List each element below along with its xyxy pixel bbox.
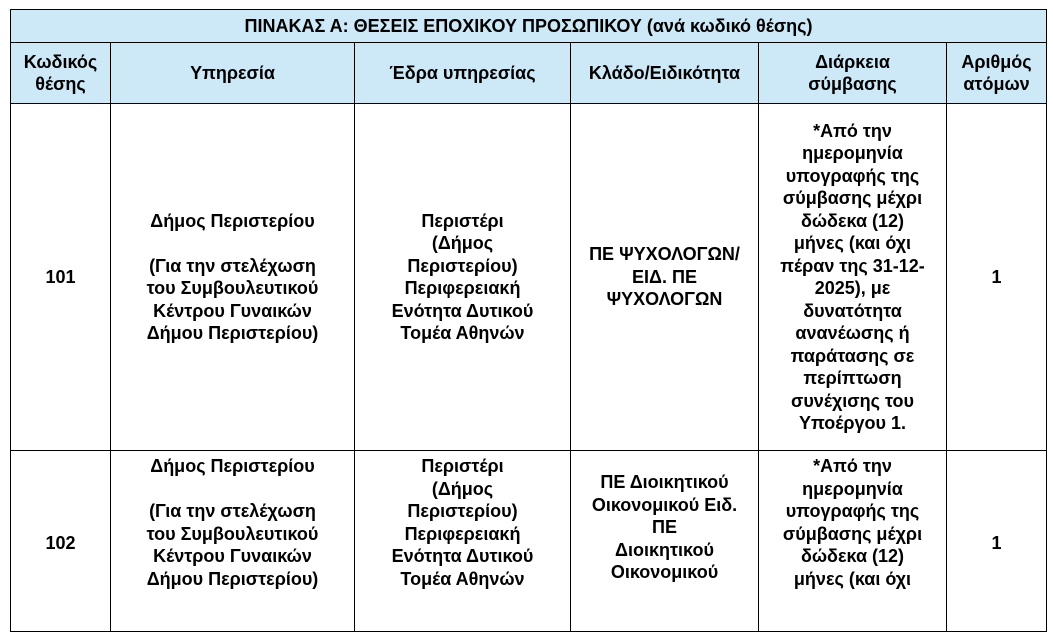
cell-line: Υποέργου 1. [798,413,907,433]
cell-service [111,451,355,632]
cell-line: Περιφερειακή [404,278,521,298]
cell-line: ΠΕ [651,517,677,537]
header-code-line: Κωδικός [23,51,98,72]
cell-line: (Για την στελέχωση [149,501,316,521]
cell-line: (Δήμος [431,233,494,253]
header-duration-line: Διάρκεια [815,51,890,72]
cell-line: Ενότητα Δυτικού [391,300,534,321]
cell-line: Οικονομικού Ειδ. [591,494,738,515]
positions-table [10,9,1047,632]
cell-code: 102 [11,451,111,632]
cell-line: (Για την στελέχωση [149,255,316,276]
cell-line: σύμβασης μέχρι [782,523,923,544]
cell-line: μήνες (και όχι [793,568,912,589]
cell-line: Περιστερίου) [407,501,518,521]
cell-line: σύμβασης μέχρι [782,188,923,208]
cell-persons: 1 [947,451,1047,632]
header-specialty-line: Κλάδο/Ειδικότητα [588,62,741,83]
cell-line: Κέντρου Γυναικών [153,300,312,321]
header-service-line: Υπηρεσία [190,62,275,83]
cell-line: Περιστέρι [421,456,504,476]
cell-line: συνέχισης του [791,390,914,411]
cell-line: υπογραφής της [785,165,920,186]
cell-location [355,451,571,632]
cell-line: περίπτωση [803,368,902,388]
header-persons [947,43,1047,104]
cell-line: ΕΙΔ. ΠΕ [632,266,697,287]
cell-line: Δήμος Περιστερίου [150,210,315,231]
cell-specialty [571,104,759,451]
cell-location [355,104,571,451]
header-row [11,43,1047,104]
cell-line: Περιστερίου) [407,255,518,276]
cell-line: 2025), με [814,278,891,298]
header-persons-line: Αριθμός [961,51,1032,72]
header-specialty [571,43,759,104]
cell-line: ημερομηνία [802,478,903,499]
cell-line: πέραν της 31-12- [780,255,925,276]
cell-line: Τομέα Αθηνών [400,323,525,343]
header-location-line: Έδρα υπηρεσίας [389,62,536,83]
cell-code: 101 [11,104,111,451]
cell-line: ΠΕ Διοικητικού [600,472,729,492]
cell-line [114,478,351,501]
cell-line: Διοικητικού [615,539,714,560]
cell-line: δώδεκα (12) [800,546,905,566]
cell-line: *Από την [813,120,892,141]
cell-service [111,104,355,451]
header-duration-line: σύμβασης [808,74,897,94]
cell-line: του Συμβουλευτικού [146,523,319,544]
cell-duration [759,451,947,632]
cell-line: του Συμβουλευτικού [146,278,319,298]
header-service [111,43,355,104]
cell-line: ΨΥΧΟΛΟΓΩΝ [606,289,723,310]
header-duration [759,43,947,104]
cell-persons: 1 [947,104,1047,451]
cell-line: Περιστέρι [421,210,504,231]
table-row [11,104,1047,451]
cell-line: Οικονομικού [610,562,719,582]
cell-line: (Δήμος [431,478,494,499]
cell-line: Τομέα Αθηνών [400,568,525,589]
header-code-line: θέσης [35,74,86,94]
cell-duration [759,104,947,451]
cell-specialty [571,451,759,632]
cell-line: δυνατότητα [803,300,902,321]
table-title-row [11,10,1047,43]
cell-line: υπογραφής της [785,501,920,521]
cell-line: ΠΕ ΨΥΧΟΛΟΓΩΝ/ [589,244,740,265]
header-persons-line: ατόμων [963,74,1030,94]
cell-line: παράτασης σε [790,345,915,366]
cell-line: ανανέωσης ή [795,323,910,343]
cell-line: *Από την [813,456,892,476]
cell-line: ημερομηνία [802,143,903,163]
table-row [11,451,1047,632]
cell-line: Δήμου Περιστερίου) [146,568,319,589]
table-title: ΠΙΝΑΚΑΣ Α: ΘΕΣΕΙΣ ΕΠΟΧΙΚΟΥ ΠΡΟΣΩΠΙΚΟΥ (ανά κωδικό θέσης) [11,10,1047,43]
cell-line: μήνες (και όχι [793,233,912,253]
cell-line: Κέντρου Γυναικών [153,546,312,566]
cell-line: Δήμου Περιστερίου) [146,323,319,343]
header-location [355,43,571,104]
header-code [11,43,111,104]
cell-line: δώδεκα (12) [800,210,905,231]
cell-line: Δήμος Περιστερίου [150,456,315,476]
cell-line: Ενότητα Δυτικού [391,546,534,566]
cell-line: Περιφερειακή [404,523,521,544]
cell-line [114,232,351,255]
